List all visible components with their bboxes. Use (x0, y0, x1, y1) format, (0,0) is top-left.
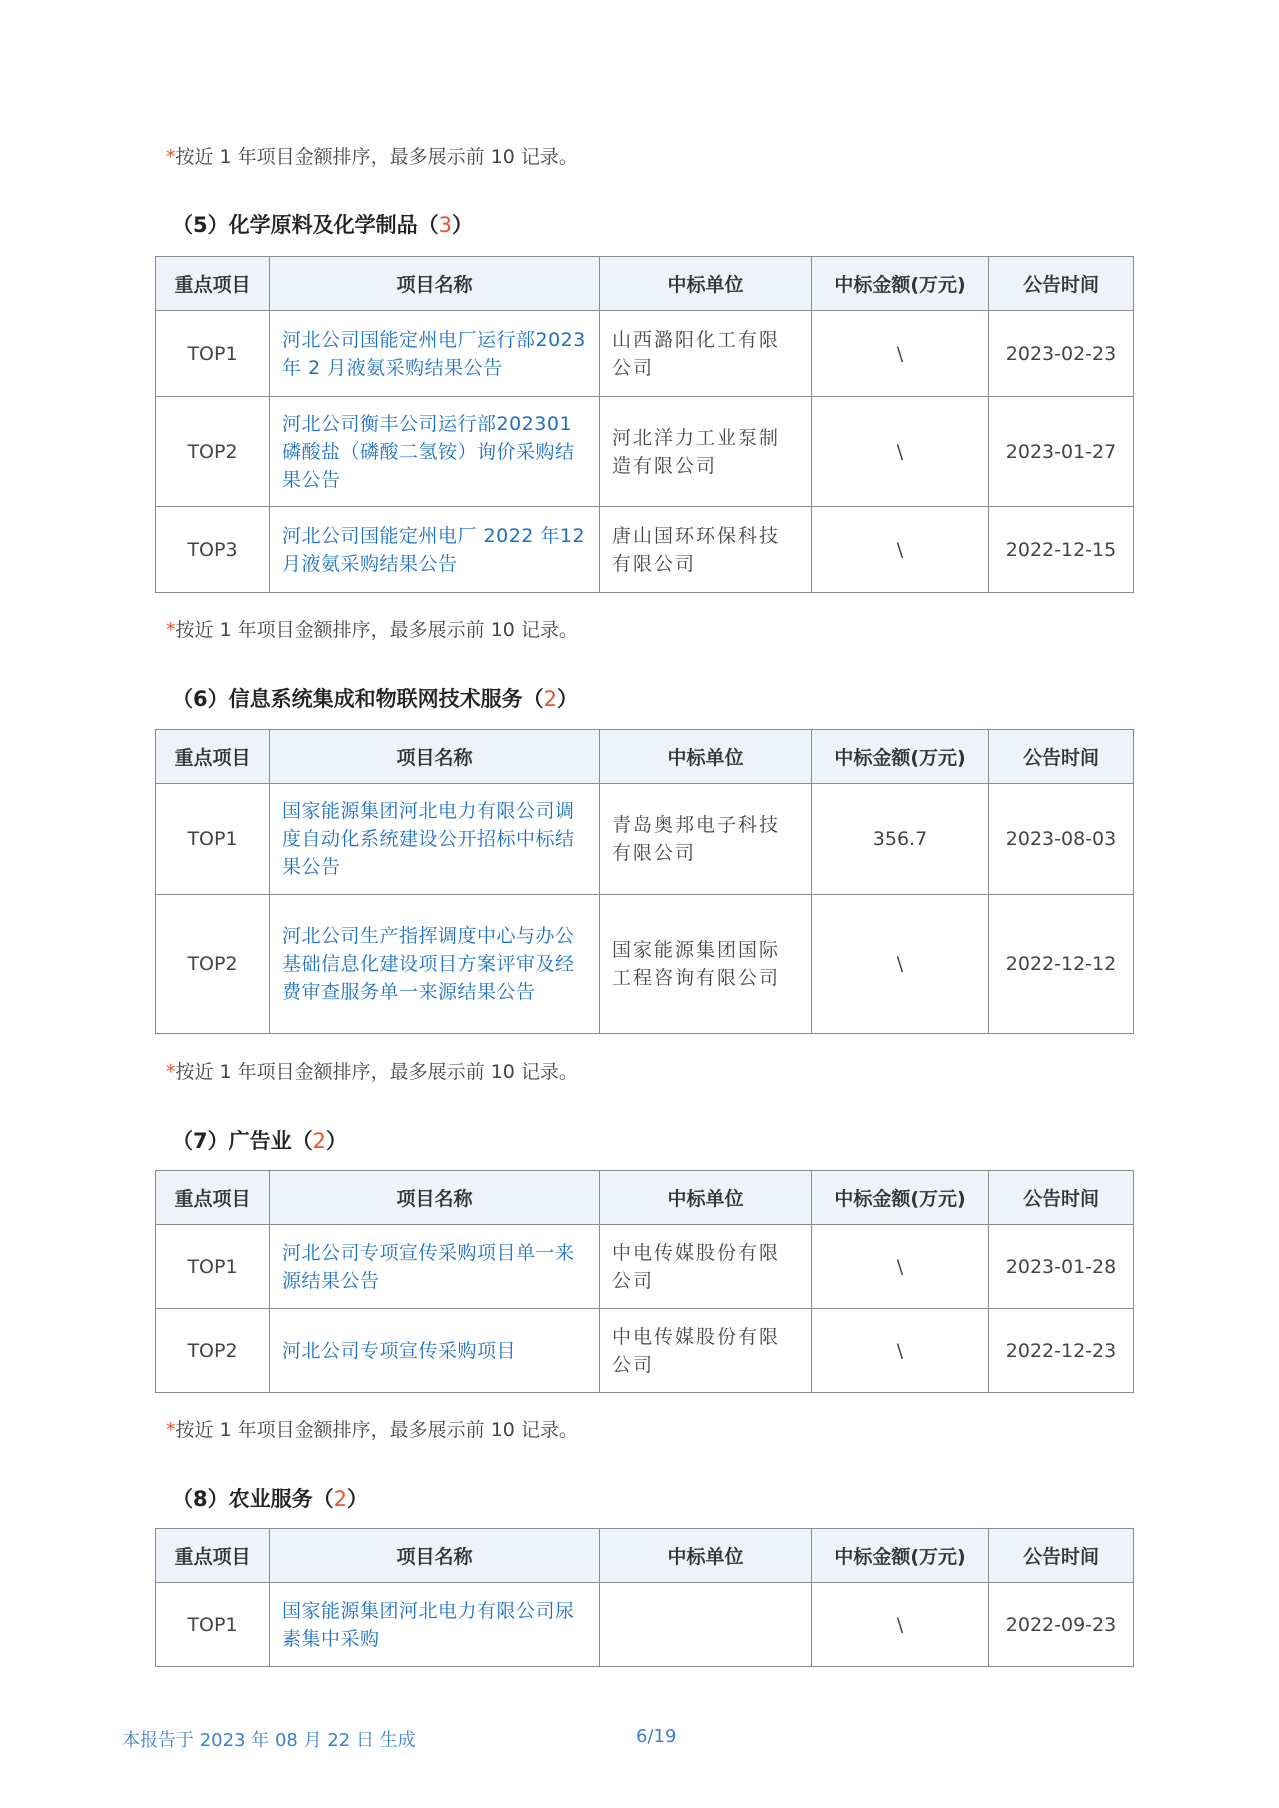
section-count: 2 (543, 687, 557, 711)
project-link[interactable]: 河北公司国能定州电厂运行部2023 年 2 月液氨采购结果公告 (270, 311, 600, 397)
header-amount: 中标金额(万元) (812, 257, 989, 311)
header-name: 项目名称 (270, 1529, 600, 1583)
header-date: 公告时间 (989, 1529, 1134, 1583)
section-heading-8 (172, 1483, 368, 1513)
section-title-suffix: ） (347, 1487, 368, 1511)
header-name: 项目名称 (270, 1171, 600, 1225)
section-heading-7 (172, 1125, 347, 1155)
header-name: 项目名称 (270, 730, 600, 784)
table-header-row (156, 730, 1134, 784)
row-rank: TOP1 (156, 1225, 270, 1309)
table-header-row (156, 257, 1134, 311)
row-rank: TOP2 (156, 1309, 270, 1393)
section-title: （8）农业服务（ (172, 1487, 334, 1511)
amount-value: \ (812, 1583, 989, 1667)
note-text: 按近 1 年项目金额排序，最多展示前 10 记录。 (175, 619, 578, 641)
project-link[interactable]: 国家能源集团河北电力有限公司调度自动化系统建设公开招标中标结果公告 (270, 784, 600, 895)
amount-value: \ (812, 1225, 989, 1309)
project-link[interactable]: 河北公司生产指挥调度中心与办公基础信息化建设项目方案评审及经费审查服务单一来源结果公告 (270, 895, 600, 1034)
amount-value: 356.7 (812, 784, 989, 895)
table-row (156, 397, 1134, 507)
winner-unit: 山西潞阳化工有限公司 (600, 311, 812, 397)
page-number: 6/19 (636, 1726, 677, 1747)
amount-value: \ (812, 311, 989, 397)
header-rank: 重点项目 (156, 257, 270, 311)
header-name: 项目名称 (270, 257, 600, 311)
header-date: 公告时间 (989, 730, 1134, 784)
section-count: 3 (438, 213, 452, 237)
note-star: * (166, 146, 176, 168)
section-heading-6 (172, 683, 578, 713)
project-link[interactable]: 河北公司国能定州电厂 2022 年12 月液氨采购结果公告 (270, 507, 600, 593)
header-unit: 中标单位 (600, 257, 812, 311)
table-row (156, 507, 1134, 593)
date-value: 2022-12-23 (989, 1309, 1134, 1393)
table-row (156, 1309, 1134, 1393)
amount-value: \ (812, 895, 989, 1034)
date-value: 2023-08-03 (989, 784, 1134, 895)
header-unit: 中标单位 (600, 1171, 812, 1225)
table-row (156, 895, 1134, 1034)
results-table-8 (155, 1528, 1134, 1667)
header-unit: 中标单位 (600, 730, 812, 784)
section-title-suffix: ） (326, 1129, 347, 1153)
section-heading-5 (172, 209, 473, 239)
row-rank: TOP1 (156, 784, 270, 895)
table-row (156, 784, 1134, 895)
table-header-row (156, 1171, 1134, 1225)
row-rank: TOP2 (156, 895, 270, 1034)
header-rank: 重点项目 (156, 1171, 270, 1225)
date-value: 2022-09-23 (989, 1583, 1134, 1667)
header-date: 公告时间 (989, 1171, 1134, 1225)
note-text: 按近 1 年项目金额排序，最多展示前 10 记录。 (175, 1419, 578, 1441)
amount-value: \ (812, 507, 989, 593)
project-link[interactable]: 河北公司专项宣传采购项目 (270, 1309, 600, 1393)
header-rank: 重点项目 (156, 1529, 270, 1583)
note-star: * (166, 1419, 176, 1441)
winner-unit: 中电传媒股份有限公司 (600, 1309, 812, 1393)
footer-generated-date: 本报告于 2023 年 08 月 22 日 生成 (122, 1730, 416, 1751)
table-row (156, 1225, 1134, 1309)
row-rank: TOP3 (156, 507, 270, 593)
row-rank: TOP1 (156, 1583, 270, 1667)
date-value: 2022-12-12 (989, 895, 1134, 1034)
note-star: * (166, 1061, 176, 1083)
section-title-suffix: ） (557, 687, 578, 711)
project-link[interactable]: 河北公司衡丰公司运行部202301 磷酸盐（磷酸二氢铵）询价采购结果公告 (270, 397, 600, 507)
sort-note (166, 1415, 578, 1442)
row-rank: TOP2 (156, 397, 270, 507)
winner-unit (600, 1583, 812, 1667)
winner-unit: 中电传媒股份有限公司 (600, 1225, 812, 1309)
table-row (156, 1583, 1134, 1667)
winner-unit: 青岛奥邦电子科技有限公司 (600, 784, 812, 895)
winner-unit: 国家能源集团国际工程咨询有限公司 (600, 895, 812, 1034)
amount-value: \ (812, 1309, 989, 1393)
note-text: 按近 1 年项目金额排序，最多展示前 10 记录。 (175, 146, 578, 168)
date-value: 2023-02-23 (989, 311, 1134, 397)
winner-unit: 唐山国环环保科技有限公司 (600, 507, 812, 593)
table-header-row (156, 1529, 1134, 1583)
sort-note (166, 142, 578, 169)
section-count: 2 (312, 1129, 326, 1153)
table-row (156, 311, 1134, 397)
header-rank: 重点项目 (156, 730, 270, 784)
header-amount: 中标金额(万元) (812, 730, 989, 784)
header-date: 公告时间 (989, 257, 1134, 311)
results-table-7 (155, 1170, 1134, 1393)
results-table-5 (155, 256, 1134, 593)
note-star: * (166, 619, 176, 641)
header-unit: 中标单位 (600, 1529, 812, 1583)
date-value: 2023-01-27 (989, 397, 1134, 507)
section-title: （5）化学原料及化学制品（ (172, 213, 439, 237)
sort-note (166, 615, 578, 642)
amount-value: \ (812, 397, 989, 507)
header-amount: 中标金额(万元) (812, 1171, 989, 1225)
section-title: （6）信息系统集成和物联网技术服务（ (172, 687, 544, 711)
project-link[interactable]: 河北公司专项宣传采购项目单一来源结果公告 (270, 1225, 600, 1309)
header-amount: 中标金额(万元) (812, 1529, 989, 1583)
date-value: 2023-01-28 (989, 1225, 1134, 1309)
row-rank: TOP1 (156, 311, 270, 397)
section-count: 2 (333, 1487, 347, 1511)
note-text: 按近 1 年项目金额排序，最多展示前 10 记录。 (175, 1061, 578, 1083)
section-title-suffix: ） (452, 213, 473, 237)
date-value: 2022-12-15 (989, 507, 1134, 593)
winner-unit: 河北洋力工业泵制造有限公司 (600, 397, 812, 507)
project-link[interactable]: 国家能源集团河北电力有限公司尿素集中采购 (270, 1583, 600, 1667)
section-title: （7）广告业（ (172, 1129, 313, 1153)
results-table-6 (155, 729, 1134, 1034)
sort-note (166, 1057, 578, 1084)
